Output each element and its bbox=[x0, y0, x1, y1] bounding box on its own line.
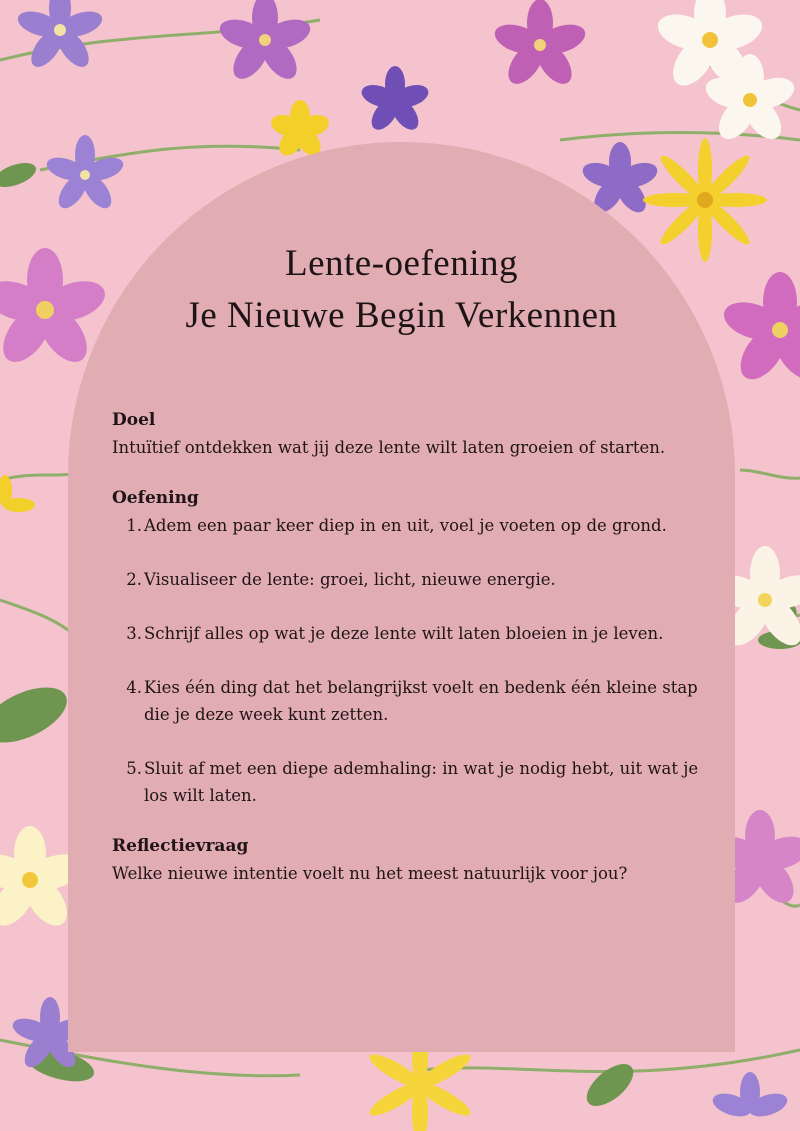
step-number: 5. bbox=[126, 759, 142, 778]
exercise-content bbox=[112, 407, 702, 911]
arch-card bbox=[68, 142, 735, 1052]
title-line-2: Je Nieuwe Begin Verkennen bbox=[185, 295, 618, 336]
step-number: 4. bbox=[126, 678, 142, 697]
step-list bbox=[112, 512, 702, 809]
reflectie-section bbox=[112, 833, 702, 887]
step-item bbox=[112, 620, 702, 647]
step-text: Adem een paar keer diep in en uit, voel je voeten op de grond. bbox=[144, 516, 667, 535]
step-item bbox=[112, 674, 702, 728]
step-number: 2. bbox=[126, 570, 142, 589]
step-text: Visualiseer de lente: groei, licht, nieuwe energie. bbox=[144, 570, 556, 589]
title-line-1: Lente-oefening bbox=[285, 243, 518, 284]
step-item bbox=[112, 566, 702, 593]
step-text: Sluit af met een diepe ademhaling: in wat je nodig hebt, uit wat je los wilt laten. bbox=[144, 759, 699, 805]
reflectie-text: Welke nieuwe intentie voelt nu het meest natuurlijk voor jou? bbox=[112, 864, 628, 883]
step-text: Schrijf alles op wat je deze lente wilt laten bloeien in je leven. bbox=[144, 624, 664, 643]
reflectie-heading: Reflectievraag bbox=[112, 836, 249, 856]
page-title bbox=[68, 238, 735, 342]
step-item bbox=[112, 755, 702, 809]
step-number: 1. bbox=[126, 516, 142, 535]
step-number: 3. bbox=[126, 624, 142, 643]
doel-text: Intuïtief ontdekken wat jij deze lente wilt laten groeien of starten. bbox=[112, 438, 666, 457]
doel-heading: Doel bbox=[112, 410, 156, 430]
step-text: Kies één ding dat het belangrijkst voelt en bedenk één kleine stap die je deze week kunt zetten. bbox=[144, 678, 698, 724]
oefening-section bbox=[112, 485, 702, 809]
doel-section bbox=[112, 407, 702, 461]
oefening-heading: Oefening bbox=[112, 488, 199, 508]
step-item bbox=[112, 512, 702, 539]
